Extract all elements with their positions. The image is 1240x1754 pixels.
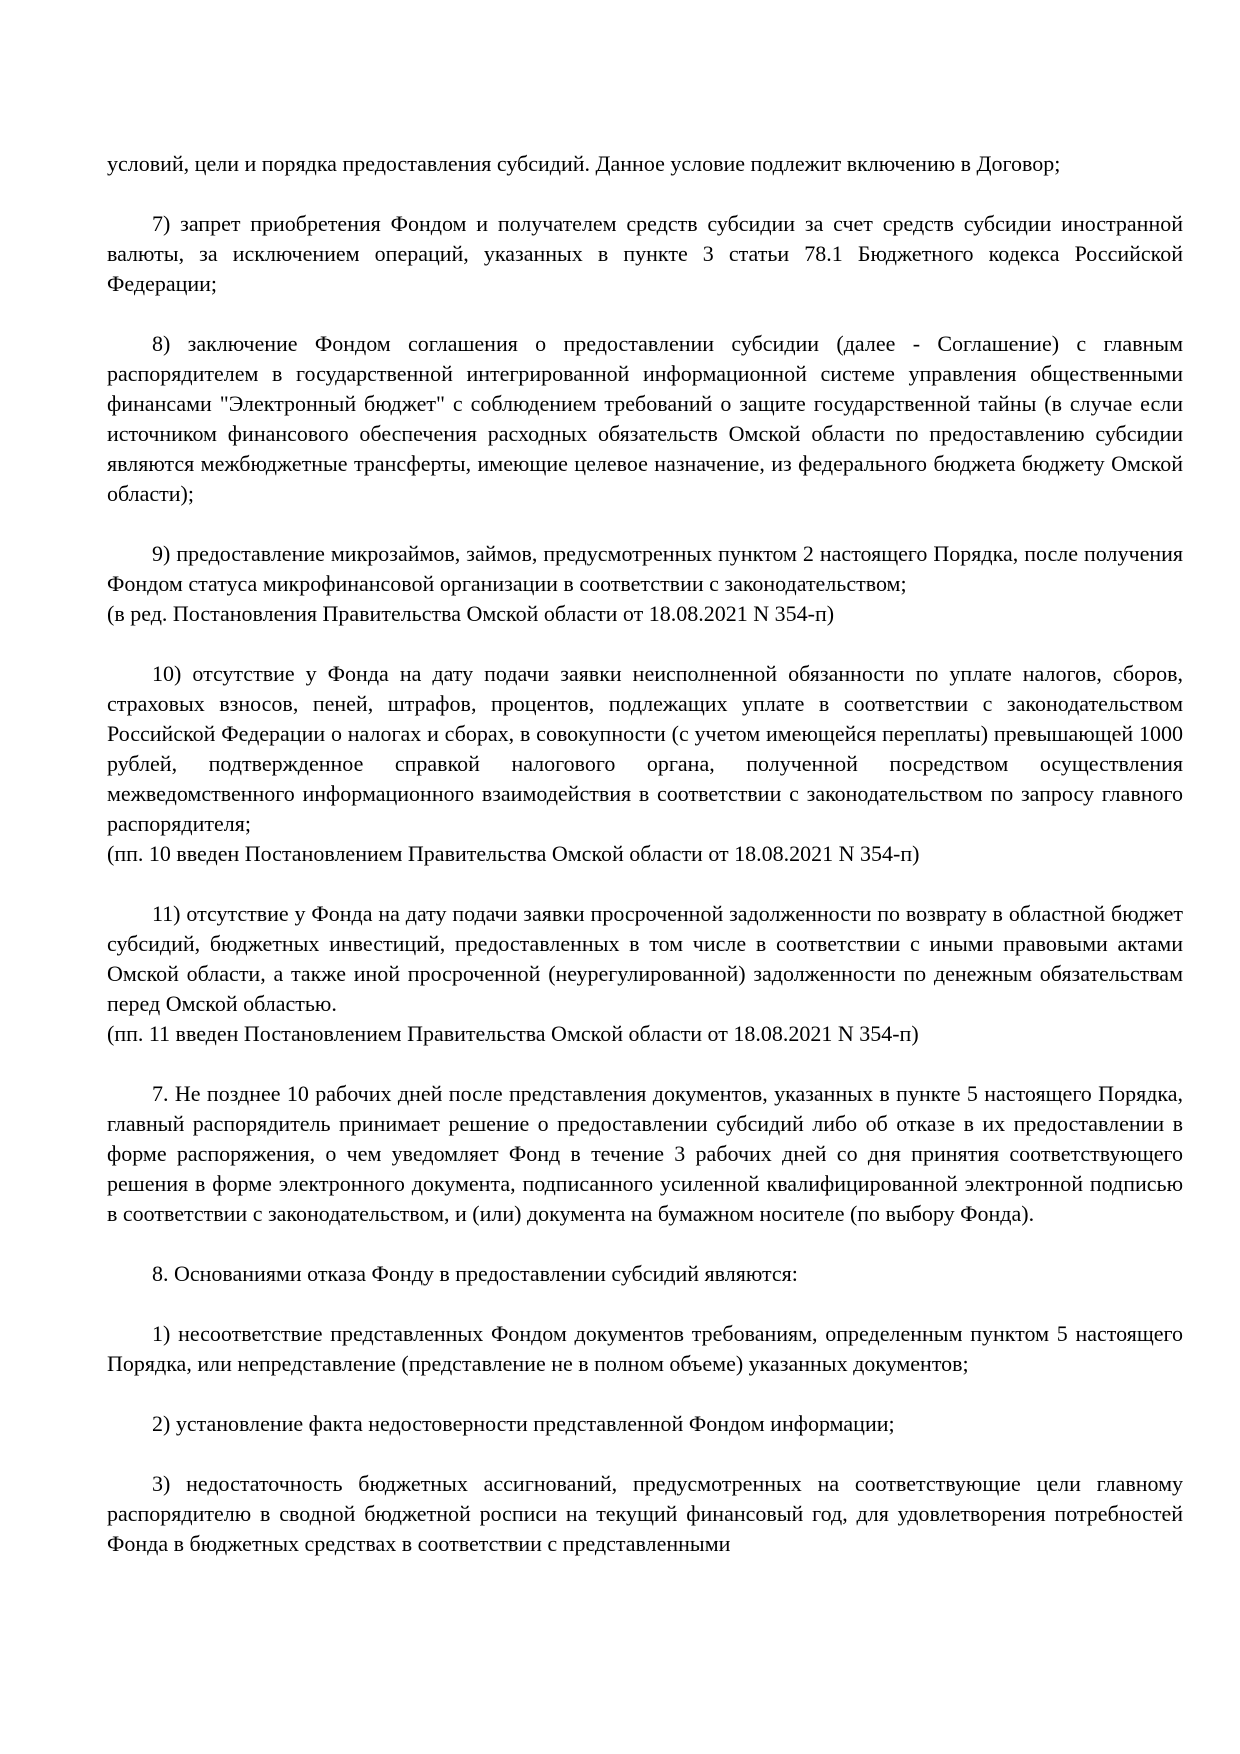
amendment-note-item-11: (пп. 11 введен Постановлением Правительства Омской области от 18.08.2021 N 354-п) (107, 1021, 919, 1046)
paragraph-subitem-2: 2) установление факта недостоверности представленной Фондом информации; (152, 1411, 895, 1436)
paragraph-point-7: 7. Не позднее 10 рабочих дней после представления документов, указанных в пункте 5 настоящего Порядка, главный распорядитель принимает решение о предоставлении субсидий либо об отказе в их предоставлении в форме распоряжения, о чем уведомляет Фонд в течение 3 рабочих дней со дня принятия соответствующего решения в форме электронного документа, подписанного усиленной квалифицированной электронной подписью в соответствии с законодательством, и (или) документа на бумажном носителе (по выбору Фонда). (107, 1081, 1183, 1226)
paragraph-item-7: 7) запрет приобретения Фондом и получателем средств субсидии за счет средств субсидии иностранной валюты, за исключением операций, указанных в пункте 3 статьи 78.1 Бюджетного кодекса Российской Федерации; (107, 211, 1183, 296)
paragraph-item-10: 10) отсутствие у Фонда на дату подачи заявки неисполненной обязанности по уплате налогов, сборов, страховых взносов, пеней, штрафов, процентов, подлежащих уплате в соответствии с законодательством Российской Федерации о налогах и сборах, в совокупности (с учетом имеющейся переплаты) превышающей 1000 рублей, подтвержденное справкой налогового органа, полученной посредством осуществления межведомственного информационного взаимодействия в соответствии с законодательством по запросу главного распорядителя; (107, 661, 1183, 836)
amendment-note-item-9: (в ред. Постановления Правительства Омской области от 18.08.2021 N 354-п) (107, 601, 835, 626)
paragraph-continuation: условий, цели и порядка предоставления субсидий. Данное условие подлежит включению в Договор; (107, 151, 1061, 176)
paragraph-subitem-3: 3) недостаточность бюджетных ассигнований, предусмотренных на соответствующие цели главному распорядителю в сводной бюджетной росписи на текущий финансовый год, для удовлетворения потребностей Фонда в бюджетных средствах в соответствии с представленными (107, 1471, 1183, 1556)
paragraph-item-11: 11) отсутствие у Фонда на дату подачи заявки просроченной задолженности по возврату в областной бюджет субсидий, бюджетных инвестиций, предоставленных в том числе в соответствии с иными правовыми актами Омской области, а также иной просроченной (неурегулированной) задолженности по денежным обязательствам перед Омской областью. (107, 901, 1183, 1016)
paragraph-point-8: 8. Основаниями отказа Фонду в предоставлении субсидий являются: (152, 1261, 798, 1286)
paragraph-item-8: 8) заключение Фондом соглашения о предоставлении субсидии (далее - Соглашение) с главным распорядителем в государственной интегрированной информационной системе управления общественными финансами "Электронный бюджет" с соблюдением требований о защите государственной тайны (в случае если источником финансового обеспечения расходных обязательств Омской области по предоставлению субсидии являются межбюджетные трансферты, имеющие целевое назначение, из федерального бюджета бюджету Омской области); (107, 331, 1183, 506)
paragraph-subitem-1: 1) несоответствие представленных Фондом документов требованиям, определенным пунктом 5 настоящего Порядка, или непредставление (представление не в полном объеме) указанных документов; (107, 1321, 1183, 1376)
paragraph-item-9: 9) предоставление микрозаймов, займов, предусмотренных пунктом 2 настоящего Порядка, после получения Фондом статуса микрофинансовой организации в соответствии с законодательством; (107, 541, 1183, 596)
amendment-note-item-10: (пп. 10 введен Постановлением Правительства Омской области от 18.08.2021 N 354-п) (107, 841, 920, 866)
